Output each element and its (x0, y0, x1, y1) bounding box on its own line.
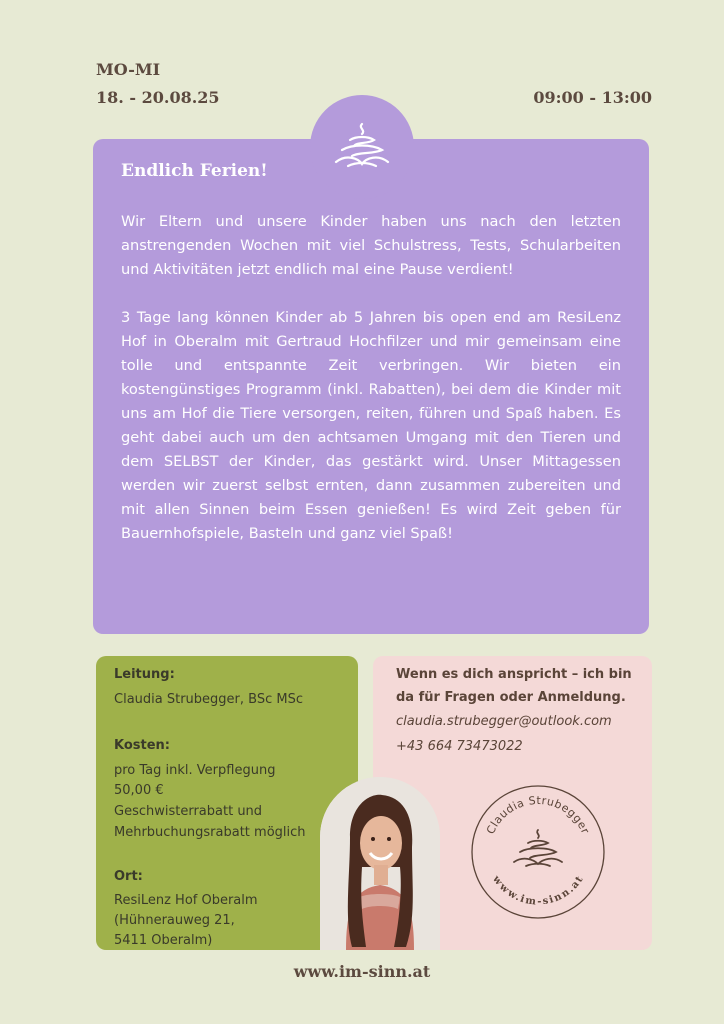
ort-line-1: ResiLenz Hof Oberalm (114, 893, 258, 908)
portrait-photo (320, 777, 440, 950)
kosten-line-3: Geschwisterrabatt und (114, 804, 263, 819)
stamp-bottom-text: www.im-sinn.at (490, 873, 586, 908)
stamp-top-text: Claudia Strubegger (483, 793, 593, 837)
dates-label: 18. - 20.08.25 (96, 88, 220, 107)
kosten-line-1: pro Tag inkl. Verpflegung (114, 763, 276, 778)
days-label: MO-MI (96, 60, 161, 79)
main-paragraph-1: Wir Eltern und unsere Kinder haben uns nach den letzten anstrengenden Wochen mit viel Schulstress, Tests, Schularbeiten und Aktivitäten jetzt endlich mal eine Pause verdient! (121, 213, 621, 278)
main-paragraph-2: 3 Tage lang können Kinder ab 5 Jahren bis open end am ResiLenz Hof in Oberalm mit Gertraud Hochfilzer und mir gemeinsam eine tolle und entspannte Zeit verbringen. Wir bieten ein kostengünstiges Programm (inkl. Rabatten), bei dem die Kinder mit uns am Hof die Tiere versorgen, reiten, führen und Spaß haben. Es geht dabei auch um den achtsamen Umgang mit den Tieren und dem SELBST der Kinder, das gestärkt wird. Unser Mittagessen werden wir zuerst selbst ernten, dann zusammen zubereiten und mit allen Sinnen beim Essen genießen! Es wird Zeit geben für Bauernhofspiele, Basteln und ganz viel Spaß! (121, 309, 621, 542)
footer-url[interactable]: www.im-sinn.at (293, 962, 431, 981)
ort-line-3: 5411 Oberalm) (114, 933, 213, 948)
main-text (121, 210, 621, 546)
time-label: 09:00 - 13:00 (533, 88, 652, 107)
main-title: Endlich Ferien! (121, 161, 268, 181)
contact-text: Wenn es dich anspricht – ich bin da für Fragen oder Anmeldung. (396, 667, 632, 705)
leitung-value: Claudia Strubegger, BSc MSc (114, 692, 303, 707)
leitung-label: Leitung: (114, 667, 175, 682)
kosten-line-4: Mehrbuchungsrabatt möglich (114, 825, 306, 840)
flame-logo-icon (328, 118, 396, 174)
ort-line-2: (Hühnerauweg 21, (114, 913, 235, 928)
phone-link[interactable]: +43 664 73473022 (396, 739, 523, 754)
flame-logo-icon (514, 830, 562, 866)
kosten-label: Kosten: (114, 738, 170, 753)
email-link[interactable]: claudia.strubegger@outlook.com (396, 714, 612, 729)
brand-stamp (468, 782, 608, 922)
ort-label: Ort: (114, 869, 143, 884)
svg-text:www.im-sinn.at (490, 873, 586, 907)
kosten-line-2: 50,00 € (114, 783, 164, 798)
